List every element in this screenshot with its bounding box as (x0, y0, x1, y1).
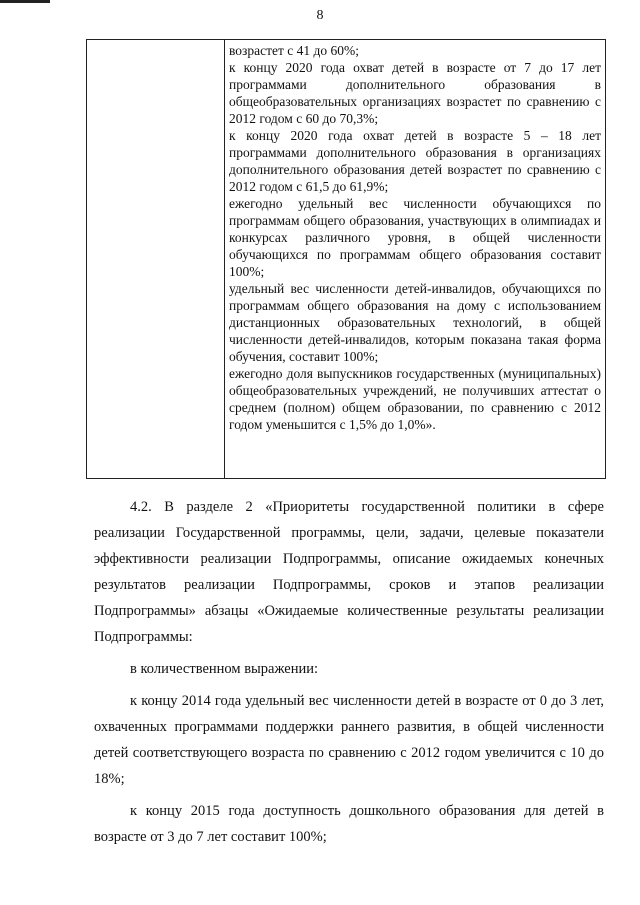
continuation-table (86, 39, 606, 479)
body-paragraph: к концу 2014 года удельный вес численности детей в возрасте от 0 до 3 лет, охваченных программами поддержки раннего развития, в общей численности детей соответствующего возраста по сравнению с 2012 годом увеличится с 10 до 18%; (94, 693, 604, 787)
scan-corner-mark (0, 0, 50, 3)
table-left-cell (87, 40, 224, 478)
page-number: 8 (316, 8, 324, 23)
table-right-cell (229, 42, 601, 433)
document-body (94, 494, 604, 856)
table-column-divider (224, 40, 225, 478)
table-paragraph: к концу 2020 года охват детей в возрасте 5 – 18 лет программами дополнительного образования в организациях дополнительного образования детей возрастет по сравнению с 2012 годом с 61,5 до 61,9%; (229, 128, 601, 194)
table-paragraph: удельный вес численности детей-инвалидов, обучающихся по программам общего образования на дому с использованием дистанционных образовательных технологий, в общей численности детей-инвалидов, которым показана такая форма обучения, составит 100%; (229, 281, 601, 364)
body-paragraph: к концу 2015 года доступность дошкольного образования для детей в возрасте от 3 до 7 лет составит 100%; (94, 803, 604, 845)
body-paragraph-section-4-2: 4.2. В разделе 2 «Приоритеты государственной политики в сфере реализации Государственной программы, цели, задачи, целевые показатели эффективности реализации Подпрограммы, описание ожидаемых конечных результатов реализации Подпрограммы, сроков и этапов реализации Подпрограммы» абзацы «Ожидаемые количественные результаты реализации Подпрограммы: (94, 499, 604, 645)
body-paragraph: в количественном выражении: (130, 661, 319, 677)
table-paragraph: к концу 2020 года охват детей в возрасте от 7 до 17 лет программами дополнительного образования в общеобразовательных организациях возрастет по сравнению с 2012 годом с 60 до 70,3%; (229, 60, 601, 126)
table-paragraph: ежегодно удельный вес численности обучающихся по программам общего образования, участвующих в олимпиадах и конкурсах различного уровня, в общей численности обучающихся по программам общего образования составит 100%; (229, 196, 601, 279)
table-paragraph: возрастет с 41 до 60%; (229, 43, 359, 58)
table-paragraph: ежегодно доля выпускников государственных (муниципальных) общеобразовательных учреждений, не получивших аттестат о среднем (полном) общем образовании, по сравнению с 2012 годом уменьшится с 1,5% до 1,0%». (229, 366, 601, 432)
